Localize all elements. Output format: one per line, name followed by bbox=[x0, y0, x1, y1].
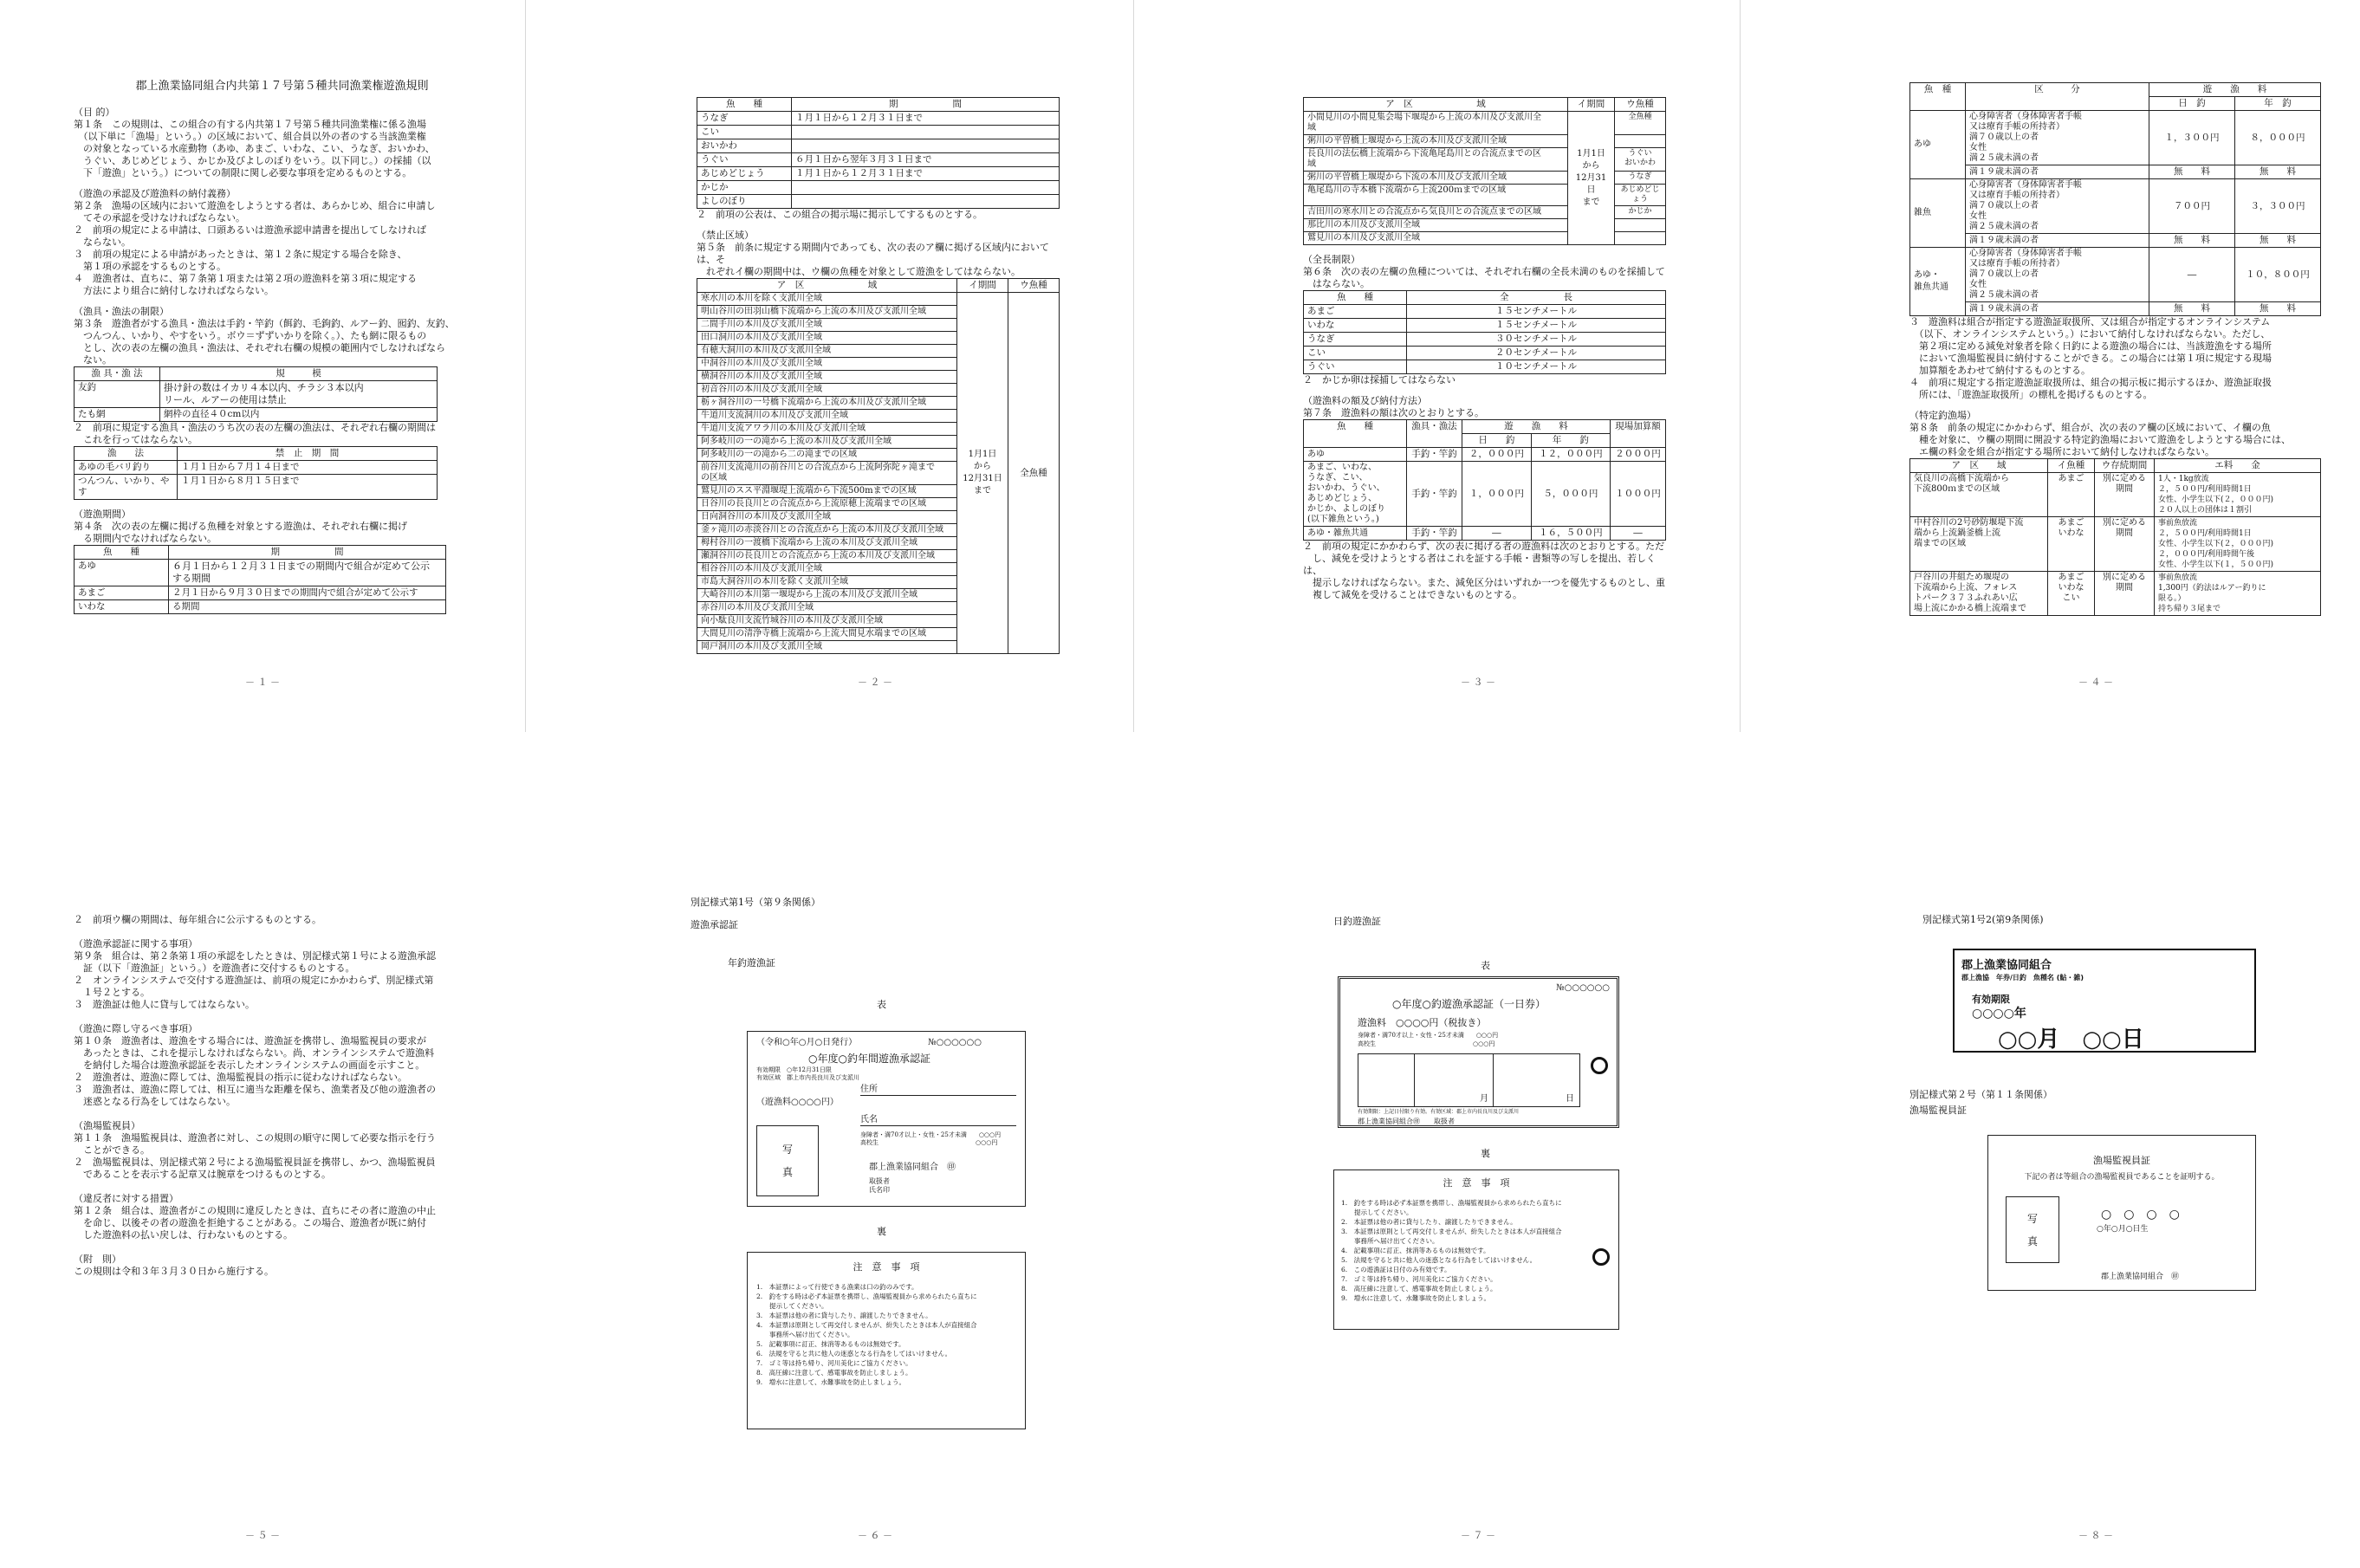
table-cell: うぐい bbox=[1304, 360, 1407, 374]
table-cell: 雑魚 bbox=[1910, 179, 1966, 248]
page-2 bbox=[617, 0, 1133, 732]
card-name: 氏名 bbox=[860, 1114, 1016, 1126]
table-cell: 吉田川の寒水川との合流点から気良川との合流点までの区域 bbox=[1304, 206, 1568, 219]
table-header: ア 区 域 bbox=[1304, 98, 1568, 112]
table-header: イ魚種 bbox=[2048, 459, 2095, 473]
table-cell: あゆの毛バリ釣り bbox=[75, 461, 178, 475]
table-cell: 粥川の平曽橋上堰堤から下流の本川及び支派川全域 bbox=[1304, 172, 1568, 185]
table-cell: ― bbox=[1611, 527, 1666, 541]
table-cell: あゆ bbox=[1910, 111, 1966, 179]
page-5 bbox=[0, 827, 525, 1568]
card-date: ○○月 ○○日 bbox=[1998, 1027, 2144, 1053]
table-cell: ２０００円 bbox=[1611, 448, 1666, 462]
page-6 bbox=[617, 827, 1133, 1568]
page-3 bbox=[1216, 0, 1740, 732]
table-cell: あゆ bbox=[75, 560, 169, 586]
table-header: 漁具・漁法 bbox=[1407, 420, 1462, 448]
table-row bbox=[1304, 448, 1666, 462]
table-cell: うなぎ bbox=[1304, 333, 1407, 347]
table-header: 魚 種 bbox=[1304, 420, 1407, 448]
page-8 bbox=[1832, 827, 2360, 1568]
table-cell: あまご、いわな、 うなぎ、こい、 おいかわ、うぐい、 あじめどじょう、 かじか、よしのぼり (以下雑魚という。) bbox=[1304, 462, 1407, 527]
table-cell: １月１日から１２月３１日まで bbox=[792, 112, 1060, 126]
table-cell: 中洞谷川の本川及び支派川全域 bbox=[697, 358, 957, 371]
table-cell: 寒水川の本川を除く支派川全域 bbox=[697, 293, 957, 306]
table-cell: ２，０００円 bbox=[1462, 448, 1532, 462]
table-cell bbox=[792, 195, 1060, 209]
card-number: №○○○○○○ bbox=[928, 1038, 982, 1047]
card-category: 身障者・満70才以上・女性・25才未満 ○○○円 高校生 ○○○円 bbox=[1358, 1032, 1499, 1047]
table-cell: 満１９歳未満の者 bbox=[1966, 302, 2149, 316]
card-valid: 有効期限 ○年12月31日限 有効区域 郡上市内長良川及び支派川 bbox=[756, 1066, 859, 1081]
special-fishing-table bbox=[1909, 458, 2321, 616]
table-cell: 全魚種 bbox=[1615, 112, 1666, 135]
online-permit-card bbox=[1953, 949, 2256, 1053]
table-cell: １５センチメートル bbox=[1407, 305, 1666, 319]
table-cell: １６，５００円 bbox=[1531, 527, 1610, 541]
table-cell: 無 料 bbox=[2149, 302, 2235, 316]
table-cell: 満１９歳未満の者 bbox=[1966, 165, 2149, 179]
table-header: 魚 種 bbox=[75, 546, 169, 560]
article-3: （漁具・漁法の制限） 第３条 遊漁者がする漁具・漁法は手釣・竿釣（餌釣、毛鉤釣、ルアー釣、囮釣、友釣、 つんつん、いかり、やすをいう。ボウ＝ずずいかりを除く。）、たも網に限るもの とし、次の表の左欄の漁具・漁法は、それぞれ右欄の規模の範囲内でしなければなら ない。 bbox=[74, 306, 455, 366]
id-title: 漁場監視員証 bbox=[2093, 1155, 2150, 1166]
table-cell: 瀬洞谷川の長良川との合流点から上流の本川及び支派川全域 bbox=[697, 550, 957, 563]
table-cell bbox=[792, 126, 1060, 139]
card-union: 郡上漁業協同組合㊞ 取扱者 bbox=[1358, 1118, 1455, 1125]
table-cell: あまご bbox=[2048, 473, 2095, 517]
card-issuer: 取扱者 氏名印 bbox=[869, 1177, 890, 1194]
table-row bbox=[75, 408, 438, 422]
notes-title: 注 意 事 項 bbox=[853, 1261, 920, 1273]
table-cell: 中村谷川の2号砂防堰堤下流 端から上流鍋釜橋上流 端までの区域 bbox=[1910, 517, 2048, 572]
table-cell: 無 料 bbox=[2235, 302, 2321, 316]
table-row bbox=[697, 126, 1060, 139]
punch-hole-icon bbox=[1591, 1057, 1608, 1074]
table-header: 日 釣 bbox=[1462, 434, 1532, 448]
table-cell bbox=[1615, 135, 1666, 148]
table-header: 禁 止 期 間 bbox=[178, 447, 438, 461]
punch-hole-icon bbox=[1592, 1248, 1610, 1266]
warden-id-card bbox=[1987, 1135, 2256, 1291]
notes-list: 1. 本証票によって行使できる漁業は口の釣のみです。 2. 釣をする時は必ず本証票を携帯し、漁場監視員から求められたら直ちに 提示してください。 3. 本証票は他の者に貸与したり、譲渡したりできません。 4. 本証票は原則として再交付しませんが、紛失したときは本人が直接組合 事務所へ届け出てください。 5. 記載事項に訂正、抹消等あるものは無効です。 6. 法規を守ると共に他人の迷惑となる行為をしてはいけません。 7. ゴミ等は持ち帰り、河川美化にご協力ください。 8. 高圧線に注意して、感電事故を防止しましょう。 9. 増水に注意して、水難事故を防止しましょう。 bbox=[756, 1283, 977, 1386]
table-header: 漁 法 bbox=[75, 447, 178, 461]
table-cell: 1月1日 から 12月31日 まで bbox=[957, 293, 1008, 654]
form-label: 別記様式第1号（第９条関係） bbox=[690, 897, 820, 908]
table-header: 魚 種 bbox=[1910, 83, 1966, 111]
table-cell: あまご bbox=[1304, 305, 1407, 319]
table-cell: 前谷川支流滝川の前谷川との合流点から上流阿弥陀ヶ滝まで の区域 bbox=[697, 462, 957, 485]
table-cell: １５センチメートル bbox=[1407, 319, 1666, 333]
table-cell: ２月１日から９月３０日までの期間内で組合が定めて公示す bbox=[169, 586, 446, 600]
id-name: ○ ○ ○ ○ bbox=[2101, 1208, 2180, 1221]
table-header: ウ存続期間 bbox=[2095, 459, 2155, 473]
table-cell: 亀尾島川の寺本橋下流端から上流200ｍまでの区域 bbox=[1304, 185, 1568, 206]
table-row bbox=[1304, 305, 1666, 319]
table-cell: 赤谷川の本川及び支派川全域 bbox=[697, 602, 957, 615]
article-7-2: ２ 前項の規定にかかわらず、次の表に掲げる者の遊漁料は次のとおりとする。ただ し、減免を受けようとする者はこれを証する手帳・書類等の写しを提出、若しくは、 提示しなければならない。また、減免区分はいずれか一つを優先するものとし、重 複して減免を受けることはできないものとする。 bbox=[1303, 541, 1665, 600]
table-cell: 那比川の本川及び支派川全域 bbox=[1304, 219, 1568, 232]
table-cell: 気良川の高橋下流端から 下流800ｍまでの区域 bbox=[1910, 473, 2048, 517]
table-cell: る期間 bbox=[169, 600, 446, 614]
ban-table bbox=[74, 446, 438, 500]
table-row bbox=[697, 139, 1060, 153]
table-row bbox=[1910, 572, 2321, 616]
fee-table bbox=[1303, 419, 1666, 541]
table-cell: 日向洞谷川の本川及び支派川全域 bbox=[697, 511, 957, 524]
table-cell: 初音谷川の本川及び支派川全域 bbox=[697, 384, 957, 397]
table-header: 期 間 bbox=[792, 98, 1060, 112]
table-header: イ期間 bbox=[957, 279, 1008, 293]
table-cell: １２，０００円 bbox=[1531, 448, 1610, 462]
card-year: ○○○○年 bbox=[1972, 1007, 2026, 1020]
card-category: 身障者・満70才以上・女性・25才未満 ○○○円 高校生 ○○○円 bbox=[860, 1131, 1002, 1146]
table-cell: 事前魚放流 ２，５００円/利用時間1日 女性、小学生以下(２，０００円) ２，０００円/利用時間午後 女性、小学生以下(１，５００円) bbox=[2155, 517, 2321, 572]
table-cell: 手釣・竿釣 bbox=[1407, 462, 1462, 527]
table-row bbox=[75, 586, 446, 600]
length-table bbox=[1303, 290, 1666, 374]
table-cell: ― bbox=[1462, 527, 1532, 541]
table-row bbox=[1910, 248, 2321, 302]
page-number: － ５ － bbox=[245, 1530, 280, 1541]
table-cell: 無 料 bbox=[2149, 234, 2235, 248]
table-cell: 牛道川支流洞川の本川及び支派川全域 bbox=[697, 410, 957, 423]
table-header: ア 区 域 bbox=[1910, 459, 2048, 473]
table-cell: １０センチメートル bbox=[1407, 360, 1666, 374]
table-header: 区 分 bbox=[1966, 83, 2149, 111]
table-cell: ３０センチメートル bbox=[1407, 333, 1666, 347]
table-cell: こい bbox=[1304, 347, 1407, 360]
page-number: － ８ － bbox=[2078, 1530, 2113, 1541]
table-header: 魚 種 bbox=[697, 98, 792, 112]
form-sub: 年釣遊漁証 bbox=[728, 957, 775, 969]
table-cell: 小間見川の小間見集会場下堰堤から上流の本川及び支派川全 域 bbox=[1304, 112, 1568, 135]
table-cell: 横洞谷川の本川及び支派川全域 bbox=[697, 371, 957, 384]
table-cell: ８，０００円 bbox=[2235, 111, 2321, 165]
table-cell: 鷲見川の本川及び支派川全域 bbox=[1304, 232, 1568, 245]
table-row bbox=[697, 153, 1060, 167]
table-cell: あまご いわな bbox=[2048, 517, 2095, 572]
reduced-fee-table bbox=[1909, 82, 2321, 316]
table-cell: １月１日から７月１４日まで bbox=[178, 461, 438, 475]
table-cell: 相谷谷川の本川及び支派川全域 bbox=[697, 563, 957, 576]
table-row bbox=[75, 461, 438, 475]
photo-area: 写 真 bbox=[756, 1125, 819, 1196]
table-row bbox=[75, 475, 438, 500]
table-cell: 心身障害者（身体障害者手帳 又は療育手帳の所持者） 満７０歳以上の者 女性 満２５歳未満の者 bbox=[1966, 179, 2149, 234]
day-label: 日 bbox=[1566, 1094, 1574, 1104]
table-cell: 岡戸洞川の本川及び支派川全域 bbox=[697, 641, 957, 654]
table-cell: 市島大洞谷川の本川を除く支派川全域 bbox=[697, 576, 957, 589]
table-header: 遊 漁 料 bbox=[2149, 83, 2321, 97]
table-header: エ料 金 bbox=[2155, 459, 2321, 473]
table-cell: ６月１日から翌年３月３１日まで bbox=[792, 153, 1060, 167]
article-5: （禁止区域） 第５条 前条に規定する期間内であっても、次の表のア欄に掲げる区域内においては、そ れぞれイ欄の期間中は、ウ欄の魚種を対象として遊漁をしてはならない。 bbox=[697, 230, 1049, 277]
table-cell: あじめどじょう bbox=[697, 167, 792, 181]
card-title: 郡上漁業協同組合 bbox=[1961, 959, 2052, 972]
table-cell: たも網 bbox=[75, 408, 160, 422]
table-cell: 戸谷川の井組ため堰堤の 下流端から上流、フォレス トパーク３７３ふれあい広 場上流にかかる橋上流端まで bbox=[1910, 572, 2048, 616]
table-cell: 手釣・竿釣 bbox=[1407, 527, 1462, 541]
page-divider bbox=[1740, 0, 1741, 732]
table-header: 年 釣 bbox=[2235, 97, 2321, 111]
table-cell: 別に定める 期間 bbox=[2095, 572, 2155, 616]
table-cell: かじか bbox=[1615, 206, 1666, 219]
table-row bbox=[1910, 179, 2321, 234]
table-row bbox=[1910, 111, 2321, 165]
table-row bbox=[1910, 517, 2321, 572]
table-cell: 1月1日 から 12月31 日 まで bbox=[1568, 112, 1615, 245]
table-cell: よしのぼり bbox=[697, 195, 792, 209]
table-cell: 阿多岐川の一の滝から上流の本川及び支派川全域 bbox=[697, 436, 957, 449]
gear-table bbox=[74, 366, 438, 422]
table-row bbox=[1304, 333, 1666, 347]
table-cell: 牛道川支流アワラ川の本川及び支派川全域 bbox=[697, 423, 957, 436]
table-cell: 長良川の法伝橋上流端から下流亀尾島川との合流点までの区 域 bbox=[1304, 148, 1568, 172]
card-valid: 有効期限：上記日付限り有効。有効区域：郡上市内長良川及び支派川 bbox=[1358, 1109, 1520, 1115]
table-cell bbox=[1615, 219, 1666, 232]
table-cell: 満１９歳未満の者 bbox=[1966, 234, 2149, 248]
table-row bbox=[1910, 473, 2321, 517]
table-cell: 田口洞川の本川及び支派川全域 bbox=[697, 332, 957, 345]
table-row bbox=[1910, 165, 2321, 179]
month-label: 月 bbox=[1480, 1094, 1488, 1104]
table-cell: 網枠の直径４０cm以内 bbox=[160, 408, 438, 422]
table-cell: 釜ヶ滝川の赤淡谷川との合流点から上流の本川及び支派川全域 bbox=[697, 524, 957, 537]
table-row bbox=[1304, 112, 1666, 135]
table-header: 年 釣 bbox=[1531, 434, 1610, 448]
table-header: 規 模 bbox=[160, 367, 438, 381]
table-cell: あゆ bbox=[1304, 448, 1407, 462]
article-6-2: ２ かじか卵は採捕してはならない bbox=[1303, 374, 1456, 386]
table-cell: 無 料 bbox=[2235, 234, 2321, 248]
page-1 bbox=[0, 0, 525, 732]
table-row bbox=[1304, 527, 1666, 541]
table-header: 遊 漁 料 bbox=[1462, 420, 1611, 434]
page-divider bbox=[1133, 0, 1134, 732]
table-cell: うなぎ bbox=[1615, 172, 1666, 185]
table-cell: あまご bbox=[75, 586, 169, 600]
table-cell: 手釣・竿釣 bbox=[1407, 448, 1462, 462]
table-cell: あゆ・ 雑魚共通 bbox=[1910, 248, 1966, 316]
period-table bbox=[74, 545, 446, 614]
table-cell: ６月１日から１２月３１日までの期間内で組合が定めて公示 する期間 bbox=[169, 560, 446, 586]
table-header: 現場加算額 bbox=[1611, 420, 1666, 448]
page-4 bbox=[1832, 0, 2360, 732]
table-cell: ７００円 bbox=[2149, 179, 2235, 234]
table-cell: 全魚種 bbox=[1008, 293, 1060, 654]
table-row bbox=[697, 195, 1060, 209]
table-cell: 栃ヶ洞谷川の一号橋下流端から上流の本川及び支派川全域 bbox=[697, 397, 957, 410]
article-7: （遊漁料の額及び納付方法） 第７条 遊漁料の額は次のとおりとする。 bbox=[1303, 395, 1484, 418]
page-7 bbox=[1216, 827, 1740, 1568]
table-cell bbox=[792, 181, 1060, 195]
front-label: 表 bbox=[1481, 960, 1490, 971]
table-row bbox=[1304, 462, 1666, 527]
notes-card bbox=[747, 1252, 1026, 1429]
notes-list: 1. 釣をする時は必ず本証票を携帯し、漁場監視員から求められたら直ちに 提示してください。 2. 本証票は他の者に貸与したり、譲渡したりできません。 3. 本証票は原則として再交付しませんが、紛失したときは本人が直接組合 事務所へ届け出てください。 4. 記載事項に訂正、抹消等あるものは無効です。 5. 法規を守ると共に他人の迷惑となる行為をしてはいけません。 6. この遊漁証は日付のみ有効です。 7. ゴミ等は持ち帰り、河川美化にご協力ください。 8. 高圧線に注意して、感電事故を防止しましょう。 9. 増水に注意して、水難事故を防止しましょう。 bbox=[1341, 1199, 1562, 1302]
article-7-3: ３ 遊漁料は組合が指定する遊漁証取扱所、又は組合が指定するオンラインシステム （以下、オンラインシステムという。）において納付しなければならない。ただし、 第２項に定める減免対象者を除く日釣による遊漁の場合には、当該遊漁をする場所 において漁場監視員に納付することができる。この場合には第１項に規定する現場 加算額をあわせて納付するものとする。 ４ 前項に規定する指定遊漁証取扱所は、組合の掲示板に掲示するほか、遊漁証取扱 所には、「遊漁証取扱所」の標札を掲げるものとする。 bbox=[1909, 316, 2272, 400]
table-row bbox=[75, 381, 438, 408]
notes-card bbox=[1333, 1170, 1619, 1330]
form2-label: 別記様式第２号（第１１条関係） bbox=[1909, 1089, 2052, 1100]
table-cell: 別に定める 期間 bbox=[2095, 517, 2155, 572]
page-number: － ７ － bbox=[1461, 1530, 1495, 1541]
form-label: 別記様式第1号2(第9条関係) bbox=[1922, 914, 2044, 925]
table-cell: あじめどじょう bbox=[1615, 185, 1666, 206]
table-row bbox=[75, 600, 446, 614]
table-cell: １月１日から１２月３１日まで bbox=[792, 167, 1060, 181]
id-dob: ○年○月○日生 bbox=[2097, 1225, 2149, 1234]
table-cell: いわな bbox=[1304, 319, 1407, 333]
table-cell: 事前魚放流 1,300円（釣法はルアー釣りに 限る。） 持ち帰り３尾まで bbox=[2155, 572, 2321, 616]
table-cell: 無 料 bbox=[2235, 165, 2321, 179]
table-cell: 別に定める 期間 bbox=[2095, 473, 2155, 517]
table-cell: かじか bbox=[697, 181, 792, 195]
id-union: 郡上漁業協同組合 ㊞ bbox=[2101, 1273, 2180, 1281]
page-number: － ３ － bbox=[1461, 677, 1495, 688]
card-fee: （遊漁料○○○○円） bbox=[756, 1098, 839, 1107]
article-8: （特定釣漁場） 第８条 前条の規定にかかわらず、組合が、次の表のア欄の区域において、イ欄の魚 種を対象に、ウ欄の期間に開設する特定釣漁場において遊漁をしようとする場合には、 エ欄の料金を組合が指定する場所において納付しなければならない。 bbox=[1909, 410, 2291, 457]
period-table-cont bbox=[697, 97, 1060, 209]
card-valid: 有効期限 bbox=[1972, 994, 2010, 1005]
table-cell: 栂村谷川の一渡橋下流端から上流の本川及び支派川全域 bbox=[697, 537, 957, 550]
page-number: － ４ － bbox=[2078, 677, 2113, 688]
table-cell: ― bbox=[2149, 248, 2235, 302]
card-address: 住所 bbox=[860, 1084, 1016, 1096]
table-cell: 有穂大洞川の本川及び支派川全域 bbox=[697, 345, 957, 358]
table-header: ア 区 域 bbox=[697, 279, 957, 293]
table-cell: 二間手川の本川及び支派川全域 bbox=[697, 319, 957, 332]
table-cell: 鷲見川のスス平淵堰堤上流端から下流500mまでの区域 bbox=[697, 485, 957, 498]
table-cell: 掛け針の数はイカリ４本以内、チラシ３本以内 リール、ルアーの使用は禁止 bbox=[160, 381, 438, 408]
table-row bbox=[697, 181, 1060, 195]
date-box bbox=[1358, 1053, 1580, 1107]
table-row bbox=[1304, 319, 1666, 333]
table-cell: 心身障害者（身体障害者手帳 又は療育手帳の所持者） 満７０歳以上の者 女性 満２５歳未満の者 bbox=[1966, 248, 2149, 302]
table-header: 漁 具・漁 法 bbox=[75, 367, 160, 381]
table-header: ウ魚種 bbox=[1615, 98, 1666, 112]
table-cell: ２０センチメートル bbox=[1407, 347, 1666, 360]
zone-table-cont bbox=[1303, 97, 1666, 245]
card-title: ○年度○釣年間遊漁承認証 bbox=[808, 1053, 930, 1065]
table-cell: あまご いわな こい bbox=[2048, 572, 2095, 616]
card-title: ○年度○釣遊漁承認証（一日券） bbox=[1392, 998, 1546, 1010]
table-row bbox=[1304, 347, 1666, 360]
table-header: 期 間 bbox=[169, 546, 446, 560]
form2-name: 漁場監視員証 bbox=[1909, 1105, 1967, 1116]
article-1: （目 的） 第１条 この規則は、この組合の有する内共第１７号第５種共同漁業権に係る漁場 （以下単に「漁場」という。）の区域において、組合員以外の者のする当該漁業権 の対象となっている水産動物（あゆ、あまご、いわな、こい、うなぎ、おいかわ、 うぐい、あじめどじょう、かじか及びよしのぼりをいう。以下同じ。）の採捕（以 下「遊漁」という。）についての制限に関し必要な事項を定めるものとする。 bbox=[74, 107, 435, 178]
table-cell: 日谷川の長良川との合流点から上流原穂上流端までの区域 bbox=[697, 498, 957, 511]
card-issue-date: （令和○年○月○日発行） bbox=[756, 1038, 858, 1047]
document-title: 郡上漁業協同組合内共第１７号第５種共同漁業権遊漁規則 bbox=[135, 80, 429, 93]
table-cell: 大崎谷川の本川第一堰堤から上流の本川及び支派川全域 bbox=[697, 589, 957, 602]
annual-permit-card bbox=[747, 1031, 1026, 1207]
table-cell: 向小駄良川支流竹城谷川の本川及び支派川全域 bbox=[697, 615, 957, 628]
form-sub: 日釣遊漁証 bbox=[1333, 916, 1381, 927]
back-label: 裏 bbox=[1481, 1148, 1490, 1159]
zone-table bbox=[697, 278, 1060, 654]
daily-permit-card bbox=[1338, 976, 1619, 1128]
table-row bbox=[1304, 360, 1666, 374]
table-cell: 1人・1kg放流 ２，５００円/利用時間1日 女性、小学生以下(２，０００円) ２０人以上の団体は１割引 bbox=[2155, 473, 2321, 517]
table-cell: うぐい おいかわ bbox=[1615, 148, 1666, 172]
table-row bbox=[697, 167, 1060, 181]
table-row bbox=[1910, 302, 2321, 316]
card-sub: 郡上漁協 年券/日釣 魚種名 (鮎・雑) bbox=[1961, 974, 2084, 982]
note-2: ２ 前項の公表は、この組合の掲示場に掲示してするものとする。 bbox=[697, 209, 982, 220]
card-number: №○○○○○○ bbox=[1556, 983, 1610, 993]
table-cell: おいかわ bbox=[697, 139, 792, 153]
photo-area: 写 真 bbox=[2006, 1196, 2059, 1263]
article-3-2: ２ 前項に規定する漁具・漁法のうち次の表の左欄の漁法は、それぞれ右欄の期間は これを行ってはならない。 bbox=[74, 422, 436, 445]
table-cell: うぐい bbox=[697, 153, 792, 167]
table-cell bbox=[792, 139, 1060, 153]
article-2: （遊漁の承認及び遊漁料の納付義務） 第２条 漁場の区域内において遊漁をしようとする者は、あらかじめ、組合に申請し てその承認を受けなければならない。 ２ 前項の規定による申請は、口頭あるいは遊漁承認申請書を提出してしなければ ならない。 ３ 前項の規定による申請があったときは、第１２条に規定する場合を除き、 第１項の承認をするものとする。 ４ 遊漁者は、直ちに、第７条第１項または第２項の遊漁料を第３項に規定する 方法により組合に納付しなければならない。 bbox=[74, 188, 436, 296]
table-cell: うなぎ bbox=[697, 112, 792, 126]
table-cell: １０，８００円 bbox=[2235, 248, 2321, 302]
table-row bbox=[697, 112, 1060, 126]
table-cell: １，３００円 bbox=[2149, 111, 2235, 165]
table-cell: 明山谷川の田羽山橋下流端から上流の本川及び支派川全域 bbox=[697, 306, 957, 319]
table-cell: １月１日から８月１５日まで bbox=[178, 475, 438, 500]
table-header: 日 釣 bbox=[2149, 97, 2235, 111]
table-cell: 大間見川の清浄寺橋上流端から上流大間見水端までの区域 bbox=[697, 628, 957, 641]
table-header: ウ魚種 bbox=[1008, 279, 1060, 293]
table-cell: あゆ・雑魚共通 bbox=[1304, 527, 1407, 541]
table-cell: ３，３００円 bbox=[2235, 179, 2321, 234]
front-label: 表 bbox=[877, 999, 886, 1010]
table-row bbox=[1910, 234, 2321, 248]
table-header: 魚 種 bbox=[1304, 291, 1407, 305]
table-cell: 無 料 bbox=[2149, 165, 2235, 179]
table-cell: いわな bbox=[75, 600, 169, 614]
table-cell: １，０００円 bbox=[1462, 462, 1532, 527]
table-row bbox=[697, 293, 1060, 306]
article-6: （全長制限） 第６条 次の表の左欄の魚種については、それぞれ右欄の全長未満のものを採捕して はならない。 bbox=[1303, 254, 1665, 289]
table-cell: 阿多岐川の一の滝から二の滝までの区域 bbox=[697, 449, 957, 462]
articles-9-12: ２ 前項ウ欄の期間は、毎年組合に公示するものとする。 （遊漁承認証に関する事項） 第９条 組合は、第２条第１項の承認をしたときは、別記様式第１号による遊漁承認 証（以下「遊漁証」という。）を遊漁者に交付するものとする。 ２ オンラインシステムで交付する遊漁証は、前項の規定にかかわらず、別記様式第 １号２とする。 ３ 遊漁証は他人に貸与してはならない。 （遊漁に際し守るべき事項） 第１０条 遊漁者は、遊漁をする場合には、遊漁証を携帯し、漁場監視員の要求が あったときは、これを提示しなければならない。尚、オンラインシステムで遊漁料 を納付した場合は遊漁承認証を表示したオンラインシステムの画面を示すこと。 ２ 遊漁者は、遊漁に際しては、漁場監視員の指示に従わなければならない。 ３ 遊漁者は、遊漁に際しては、相互に適当な距離を保ち、漁業者及び他の遊漁者の 迷惑となる行為をしてはならない。 （漁場監視員） 第１１条 漁場監視員は、遊漁者に対し、この規則の順守に関して必要な指示を行う ことができる。 ２ 漁場監視員は、別記様式第２号による漁場監視員証を携帯し、かつ、漁場監視員 であることを表示する記章又は腕章をつけるものとする。 （違反者に対する措置） 第１２条 組合は、遊漁者がこの規則に違反したときは、直ちにその者に遊漁の中止 を命じ、以後その者の遊漁を拒絶することがある。この場合、遊漁者が既に納付 した遊漁料の払い戻しは、行わないものとする。 （附 則） この規則は令和３年３月３０日から施行する。 bbox=[74, 914, 436, 1277]
table-cell bbox=[1615, 232, 1666, 245]
card-fee: 遊漁料 ○○○○円（税抜き） bbox=[1358, 1017, 1487, 1028]
table-header: イ期間 bbox=[1568, 98, 1615, 112]
table-cell: 友釣 bbox=[75, 381, 160, 408]
article-4: （遊漁期間） 第４条 次の表の左欄に掲げる魚種を対象とする遊漁は、それぞれ右欄に掲げ る期間内でなければならない。 bbox=[74, 509, 407, 544]
table-cell: 心身障害者（身体障害者手帳 又は療育手帳の所持者） 満７０歳以上の者 女性 満２５歳未満の者 bbox=[1966, 111, 2149, 165]
table-cell: こい bbox=[697, 126, 792, 139]
card-union: 郡上漁業協同組合 ㊞ bbox=[869, 1163, 956, 1172]
form-name: 遊漁承認証 bbox=[690, 919, 738, 930]
table-cell: 粥川の平曽橋上堰堤から上流の本川及び支派川全域 bbox=[1304, 135, 1568, 148]
notes-title: 注 意 事 項 bbox=[1443, 1177, 1510, 1189]
table-row bbox=[75, 560, 446, 586]
id-text: 下記の者は等組合の漁場監視員であることを証明する。 bbox=[2024, 1173, 2220, 1182]
page-divider bbox=[525, 0, 526, 732]
table-cell: １０００円 bbox=[1611, 462, 1666, 527]
table-header: 全 長 bbox=[1407, 291, 1666, 305]
back-label: 裏 bbox=[877, 1226, 886, 1237]
table-cell: つんつん、いかり、やす bbox=[75, 475, 178, 500]
table-cell: ５，０００円 bbox=[1531, 462, 1610, 527]
page-number: － ６ － bbox=[858, 1530, 892, 1541]
page-number: － ２ － bbox=[858, 677, 892, 688]
page-number: － １ － bbox=[245, 677, 280, 688]
